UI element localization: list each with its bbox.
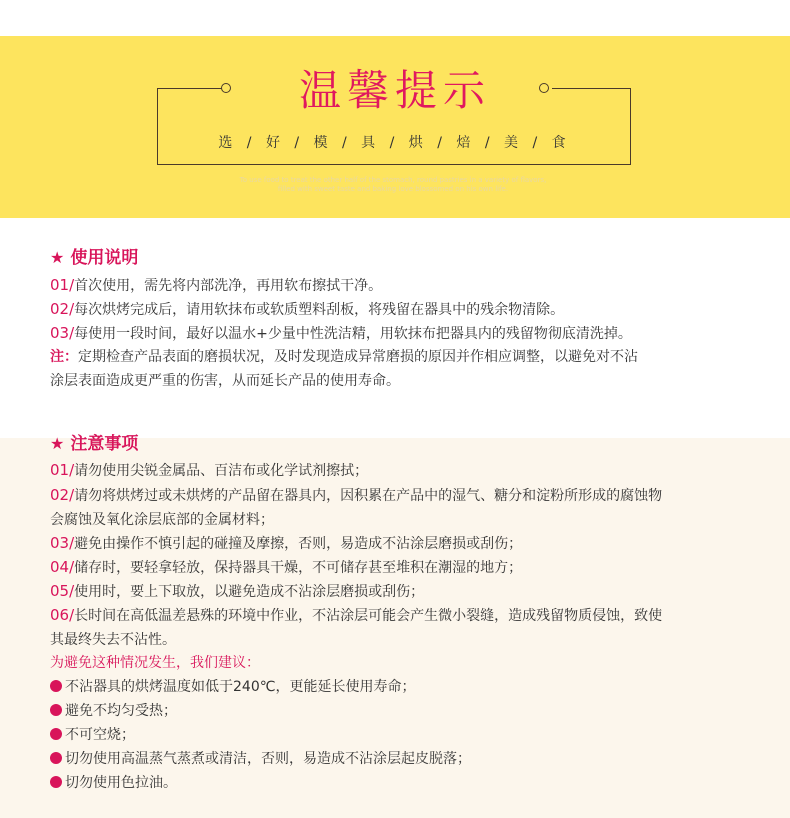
caution-item <box>50 627 760 652</box>
suggestion-item <box>50 675 760 699</box>
bullet-dot-icon <box>50 752 62 764</box>
ring-left-icon <box>221 83 231 93</box>
suggestion-item <box>50 747 760 771</box>
usage-item <box>50 297 760 322</box>
usage-title <box>50 246 138 270</box>
banner-english <box>160 176 626 194</box>
item-number: 02/ <box>50 486 75 504</box>
usage-note-cont <box>50 369 760 393</box>
item-text: 每次烘烤完成后，请用软抹布或软质塑料刮板，将残留在器具中的残余物清除。 <box>74 302 565 318</box>
item-text: 使用时，要上下取放，以避免造成不沾涂层磨损或刮伤； <box>74 584 425 600</box>
suggestion-item <box>50 771 760 795</box>
bullet-dot-icon <box>50 680 62 692</box>
usage-title-text: 使用说明 <box>70 248 139 268</box>
caution-title-text: 注意事项 <box>70 434 139 454</box>
item-text: 储存时，要轻拿轻放，保持器具干燥，不可储存甚至堆积在潮湿的地方； <box>74 560 523 576</box>
item-text: 会腐蚀及氧化涂层底部的金属材料； <box>50 512 274 528</box>
star-icon: ★ <box>50 434 65 453</box>
item-number: 01/ <box>50 276 75 294</box>
suggestion-text: 切勿使用色拉油。 <box>65 775 177 791</box>
item-text: 请勿使用尖锐金属品、百洁布或化学试剂擦拭； <box>74 463 369 479</box>
caution-item <box>50 483 760 508</box>
banner <box>0 36 790 218</box>
suggest-title: 为避免这种情况发生，我们建议： <box>50 655 260 671</box>
banner-english-line2: filled with sweet taste and baking love blossomed on his own life. <box>277 185 509 193</box>
item-number: 05/ <box>50 582 75 600</box>
banner-subtitle: 选 / 好 / 模 / 具 / 烘 / 焙 / 美 / 食 <box>218 135 568 151</box>
usage-item <box>50 321 760 346</box>
item-number: 02/ <box>50 300 75 318</box>
bullet-dot-icon <box>50 728 62 740</box>
caution-item <box>50 531 760 556</box>
item-text: 请勿将烘烤过或未烘烤的产品留在器具内，因积累在产品中的湿气、糖分和淀粉所形成的腐蚀物 <box>74 488 663 504</box>
top-spacer <box>0 0 790 36</box>
suggestion-text: 切勿使用高温蒸气蒸煮或清洁，否则，易造成不沾涂层起皮脱落； <box>65 751 471 767</box>
banner-english-line1: To use food to treat the other half of the stomach, round pastries in a variety of flavors, <box>239 176 547 184</box>
caution-item <box>50 603 760 628</box>
item-number: 06/ <box>50 606 75 624</box>
bullet-dot-icon <box>50 776 62 788</box>
item-text: 避免由操作不慎引起的碰撞及摩擦，否则，易造成不沾涂层磨损或刮伤； <box>74 536 523 552</box>
caution-item <box>50 555 760 580</box>
star-icon: ★ <box>50 248 65 267</box>
note-label: 注： <box>50 349 78 365</box>
item-text: 每使用一段时间，最好以温水+少量中性洗洁精，用软抹布把器具内的残留物彻底清洗掉。 <box>74 326 632 342</box>
item-number: 03/ <box>50 534 75 552</box>
suggestion-text: 避免不均匀受热； <box>65 703 177 719</box>
caution-item <box>50 458 760 483</box>
bullet-dot-icon <box>50 704 62 716</box>
suggestion-item <box>50 699 760 723</box>
note-text: 涂层表面造成更严重的伤害，从而延长产品的使用寿命。 <box>50 373 400 389</box>
item-number: 04/ <box>50 558 75 576</box>
item-text: 长时间在高低温差悬殊的环境中作业，不沾涂层可能会产生微小裂缝，造成残留物质侵蚀，致使 <box>74 608 663 624</box>
caution-item <box>50 507 760 532</box>
usage-note <box>50 345 760 369</box>
caution-item <box>50 579 760 604</box>
caution-section <box>0 434 790 818</box>
note-text: 定期检查产品表面的磨损状况，及时发现造成异常磨损的原因并作相应调整，以避免对不沾 <box>78 349 638 365</box>
usage-section <box>0 218 790 438</box>
caution-title <box>50 432 138 456</box>
item-text: 其最终失去不沾性。 <box>50 632 176 648</box>
item-number: 01/ <box>50 461 75 479</box>
suggestion-text: 不沾器具的烘烤温度如低于240℃，更能延长使用寿命； <box>65 679 416 695</box>
item-number: 03/ <box>50 324 75 342</box>
suggestion-item <box>50 723 760 747</box>
usage-item <box>50 273 760 298</box>
banner-title: 温馨提示 <box>298 66 491 115</box>
item-text: 首次使用，需先将内部洗净，再用软布擦拭干净。 <box>74 278 383 294</box>
suggestion-text: 不可空烧； <box>65 727 135 743</box>
